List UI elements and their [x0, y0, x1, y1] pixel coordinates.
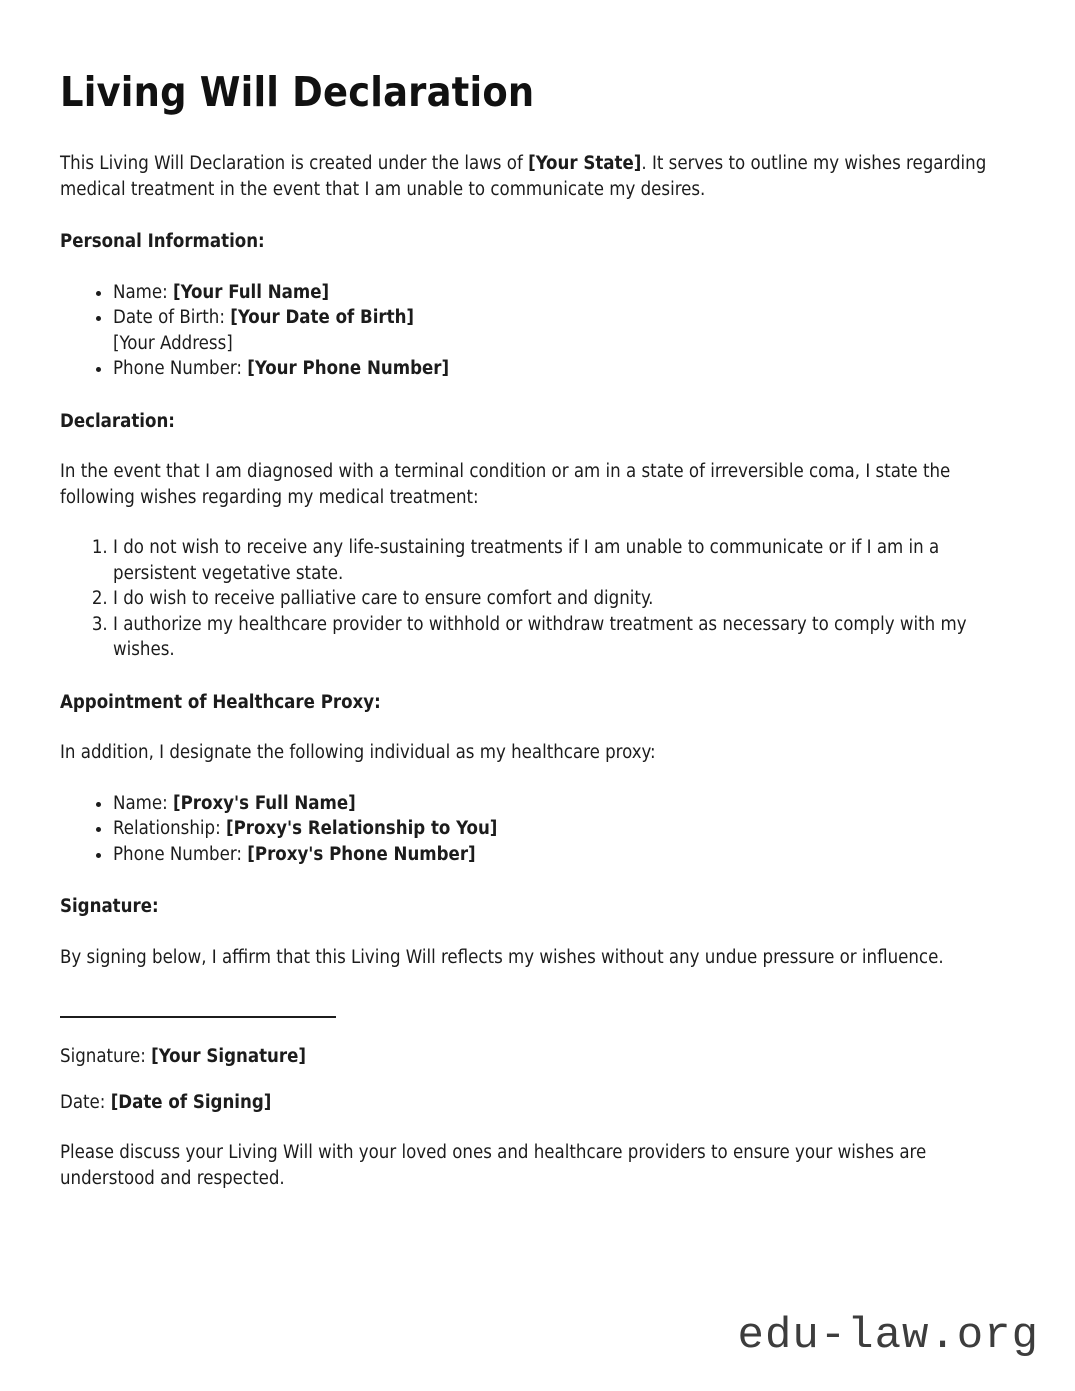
signature-placeholder: [Your Signature] [151, 1046, 307, 1068]
declaration-item: 1. I do not wish to receive any life-sustaining treatments if I am unable to communicate or if I am in a persistent vegetative state. [113, 535, 1017, 586]
declaration-heading: Declaration: [60, 410, 175, 432]
item-label: Name: [113, 792, 173, 814]
item-label: Date of Birth: [113, 307, 231, 329]
proxy-list [60, 791, 1017, 868]
full-name-placeholder: [Your Full Name] [173, 281, 330, 303]
declaration-item: 3. I authorize my healthcare provider to withhold or withdraw treatment as necessary to comply with my wishes. [113, 612, 1017, 663]
personal-info-item-name [113, 280, 1017, 306]
item-label: Phone Number: [113, 358, 248, 380]
item-label: Relationship: [113, 818, 226, 840]
proxy-item-phone [113, 842, 1017, 868]
date-of-signing-placeholder: [Date of Signing] [110, 1091, 272, 1113]
proxy-phone-placeholder: [Proxy's Phone Number] [247, 843, 476, 865]
personal-info-list [60, 280, 1017, 382]
intro-text-post: . It serves to outline my wishes regarding medical treatment in the event that I am unable to communicate my desires. [60, 153, 987, 200]
personal-info-heading: Personal Information: [60, 231, 265, 253]
date-of-birth-placeholder: [Your Date of Birth] [230, 307, 415, 329]
signature-label: Signature: [60, 1046, 152, 1068]
personal-info-item-dob [113, 305, 1017, 356]
closing-paragraph: Please discuss your Living Will with your loved ones and healthcare providers to ensure your wishes are understood and respected. [60, 1142, 927, 1189]
proxy-item-relationship [113, 816, 1017, 842]
phone-number-placeholder: [Your Phone Number] [247, 358, 450, 380]
proxy-heading: Appointment of Healthcare Proxy: [60, 691, 381, 713]
proxy-item-name [113, 791, 1017, 817]
declaration-item: 2. I do wish to receive palliative care to ensure comfort and dignity. [113, 586, 1017, 612]
page-title: Living Will Declaration [60, 68, 535, 116]
signature-intro: By signing below, I affirm that this Living Will reflects my wishes without any undue pressure or influence. [60, 946, 944, 968]
item-label: Name: [113, 281, 173, 303]
declaration-intro: In the event that I am diagnosed with a terminal condition or am in a state of irreversible coma, I state the following wishes regarding my medical treatment: [60, 461, 951, 508]
item-label: Phone Number: [113, 843, 248, 865]
declaration-list [60, 535, 1017, 663]
personal-info-item-phone [113, 356, 1017, 382]
address-placeholder: [Your Address] [113, 332, 233, 354]
proxy-full-name-placeholder: [Proxy's Full Name] [173, 792, 356, 814]
proxy-relationship-placeholder: [Proxy's Relationship to You] [226, 818, 498, 840]
signature-heading: Signature: [60, 896, 159, 918]
intro-paragraph [60, 151, 1017, 202]
signature-row [60, 1044, 1017, 1070]
intro-text-pre: This Living Will Declaration is created under the laws of [60, 153, 529, 175]
your-state-placeholder: [Your State] [528, 153, 642, 175]
date-row [60, 1090, 1017, 1116]
signature-line [60, 1016, 336, 1018]
footer-site-watermark: edu-law.org [737, 1311, 1039, 1361]
date-label: Date: [60, 1091, 111, 1113]
proxy-intro: In addition, I designate the following individual as my healthcare proxy: [60, 742, 656, 764]
